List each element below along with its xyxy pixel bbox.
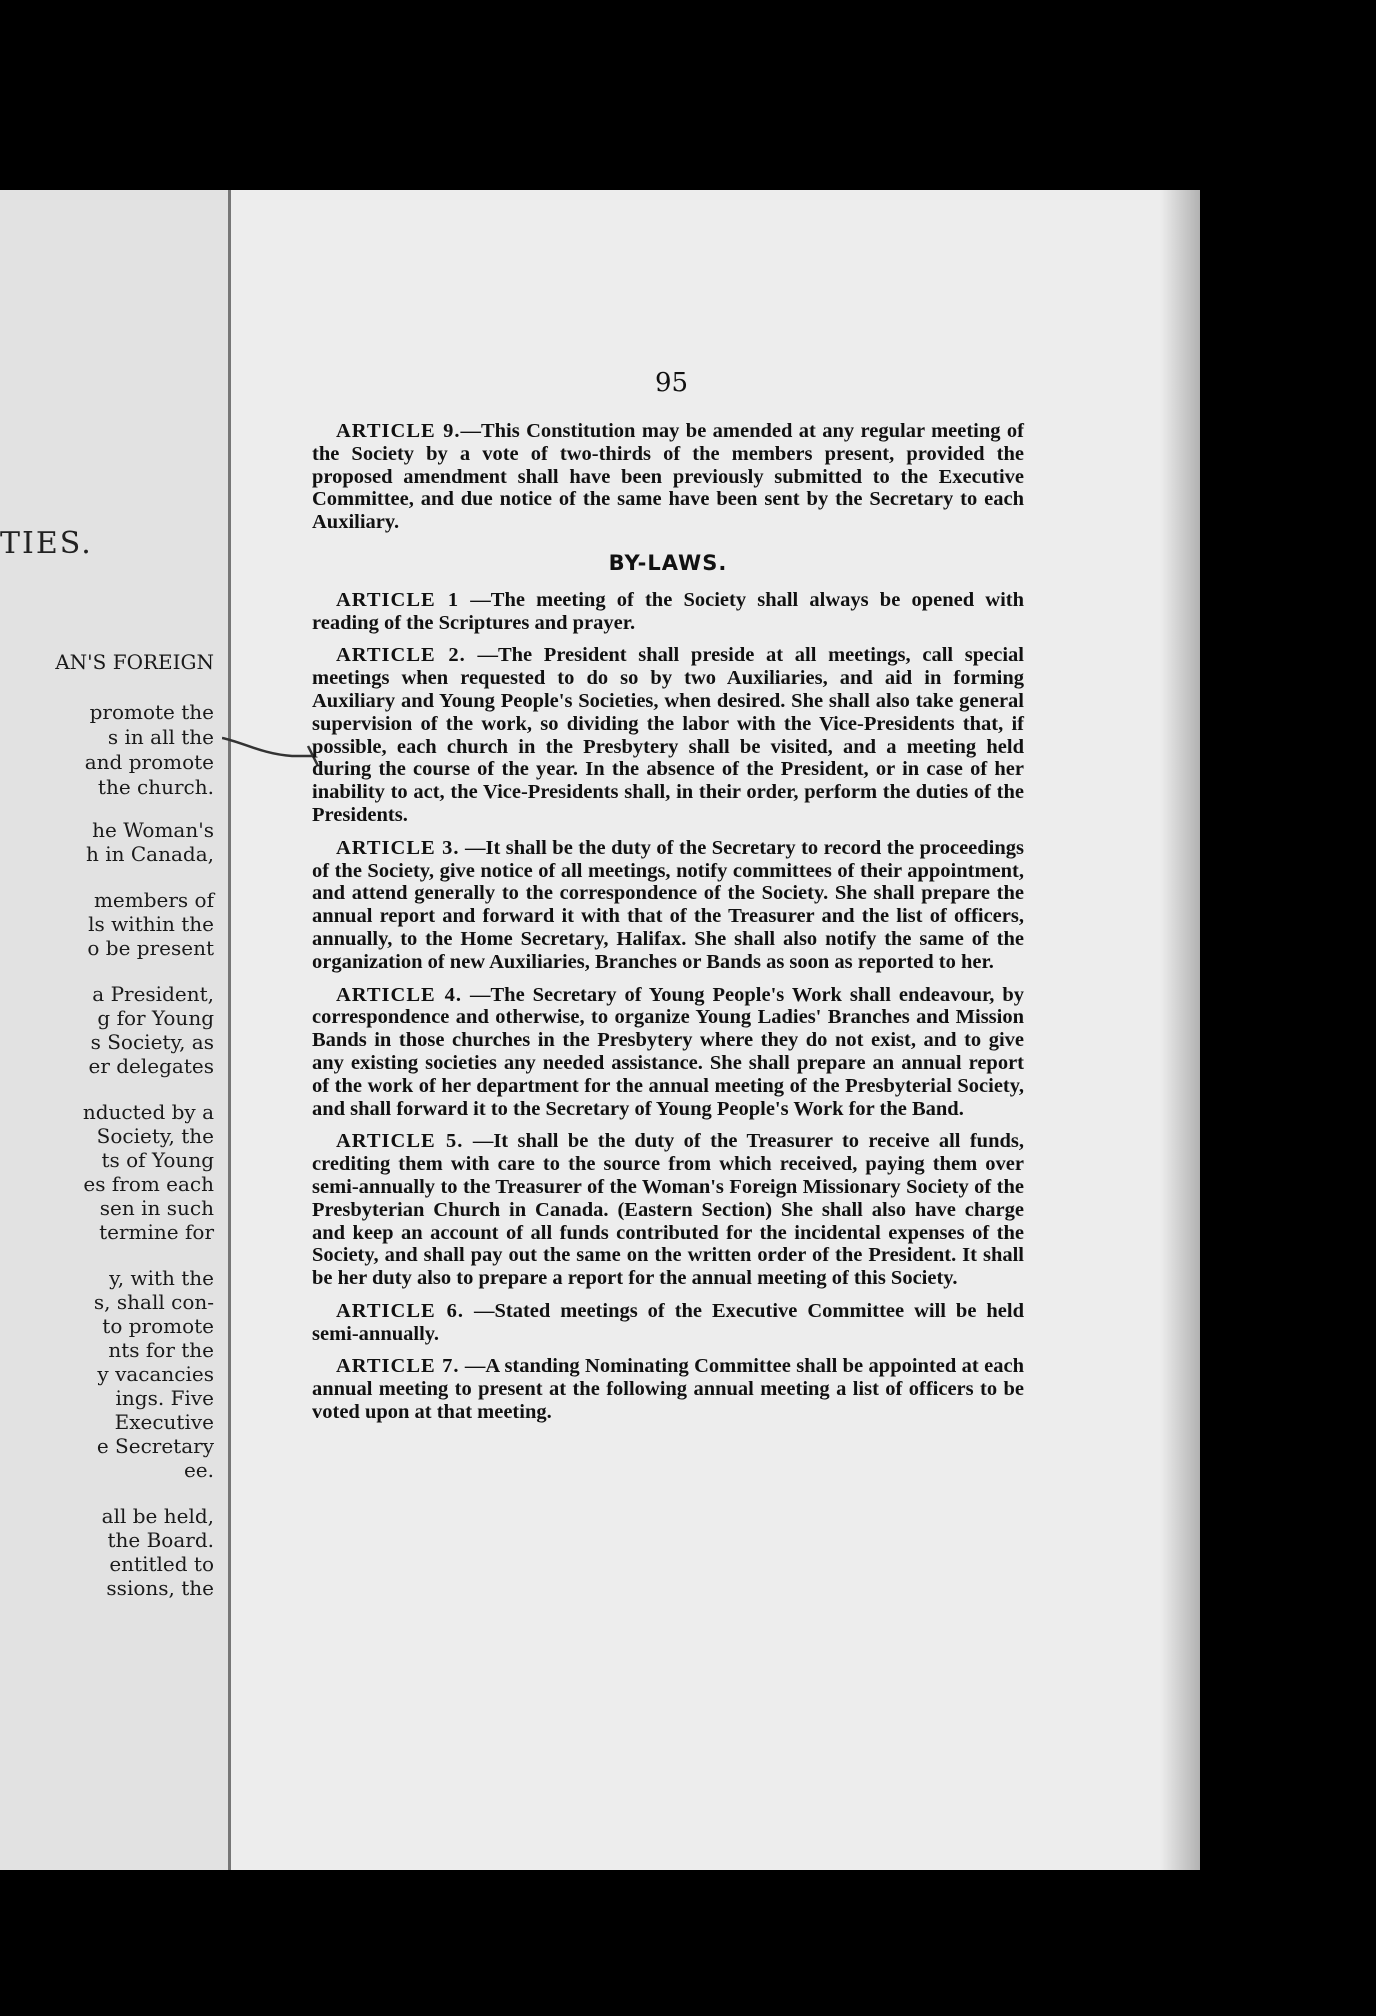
bylaw-article-1 [312, 589, 1024, 635]
bylaw-article-5 [312, 1130, 1024, 1290]
article-text: —The President shall preside at all meetings, call special meetings when requested to do so by two Auxiliaries, and aid in forming Auxiliary and Young People's Societies, when desired. She shall also take general supervision of the work, so dividing the labor with the Vice-Presidents that, if possible, each church in the Presbytery shall be visited, and a meeting held during the course of the year. In the absence of the President, or in case of her inability to act, the Vice-Presidents shall, in their order, perform the duties of the Presidents. [312, 644, 1024, 826]
left-page-line: the church. [97, 775, 214, 799]
left-page-line: ings. Five [115, 1386, 214, 1410]
scanned-page-spread [0, 190, 1200, 1870]
article-label: ARTICLE 7. [336, 1355, 460, 1378]
left-page-line: sen in such [99, 1196, 214, 1220]
article-text: —A standing Nominating Committee shall be appointed at each annual meeting to present at the following annual meeting a list of officers to be voted upon at that meeting. [312, 1355, 1024, 1424]
left-page-line: ls within the [88, 912, 214, 936]
left-page-line: s Society, as [90, 1030, 214, 1054]
left-page-line: ssions, the [106, 1576, 214, 1600]
bylaw-article-4 [312, 984, 1024, 1121]
left-page-line: entitled to [109, 1552, 214, 1576]
bylaw-article-6 [312, 1300, 1024, 1346]
left-page-line: o be present [87, 936, 214, 960]
page-edge-shadow [1160, 190, 1200, 1870]
left-page-line: members of [93, 888, 214, 912]
bylaw-article-3 [312, 837, 1024, 974]
article-text: —The meeting of the Society shall always be opened with reading of the Scriptures and prayer. [312, 588, 1024, 634]
left-page-line: a President, [92, 982, 214, 1006]
bylaw-article-7 [312, 1355, 1024, 1423]
left-page-line: h in Canada, [86, 842, 214, 866]
left-page-line: Society, the [96, 1124, 214, 1148]
bylaw-article-2 [312, 644, 1024, 826]
handwritten-bracket-mark [222, 732, 322, 772]
left-page-line: y, with the [109, 1266, 214, 1290]
article-label: ARTICLE 1 [336, 588, 460, 611]
left-page-line: nts for the [108, 1338, 214, 1362]
page-number: 95 [655, 368, 689, 398]
scan-bottom-border [0, 1870, 1376, 2016]
previous-page-fragment [0, 190, 231, 1870]
left-page-line: es from each [83, 1172, 214, 1196]
left-page-line: Executive [114, 1410, 214, 1434]
left-page-line: e Secretary [96, 1434, 214, 1458]
left-page-line: nducted by a [82, 1100, 214, 1124]
left-page-line: and promote [84, 750, 214, 774]
left-page-line: promote the [89, 700, 214, 724]
left-page-line: termine for [99, 1220, 214, 1244]
article-text: —It shall be the duty of the Secretary to record the proceedings of the Society, give notice of all meetings, notify committees of their appointment, and attend generally to the correspondence of the Society. She shall prepare the annual report and forward it with that of the Treasurer and the list of officers, annually, to the Home Secretary, Halifax. She shall also notify the same of the organization of new Auxiliaries, Branches or Bands as soon as reported to her. [312, 836, 1024, 973]
article-text: —This Constitution may be amended at any regular meeting of the Society by a vote of two-thirds of the members present, provided the proposed amendment shall have been previously submitted to the Executive Committee, and due notice of the same have been sent by the Secretary to each Auxiliary. [312, 420, 1024, 534]
article-label: ARTICLE 3. [336, 836, 460, 859]
left-page-line: ts of Young [101, 1148, 214, 1172]
article-9 [312, 420, 1024, 534]
article-label: ARTICLE 2. [336, 644, 466, 667]
left-page-line: all be held, [101, 1504, 214, 1528]
left-page-line: the Board. [107, 1528, 214, 1552]
left-page-line: he Woman's [92, 818, 214, 842]
article-text: —It shall be the duty of the Treasurer to receive all funds, crediting them with care to the source from which received, paying them over semi-annually to the Treasurer of the Woman's Foreign Missionary Society of the Presbyterian Church in Canada. (Eastern Section) She shall also have charge and keep an account of all funds contributed for the incidental expenses of the Society, and shall pay out the same on the written order of the President. It shall be her duty also to prepare a report for the annual meeting of this Society. [312, 1130, 1024, 1290]
bylaws-heading: BY-LAWS. [608, 550, 728, 575]
left-page-line: y vacancies [97, 1362, 214, 1386]
left-page-line: er delegates [88, 1054, 214, 1078]
page-body [312, 420, 1024, 1434]
left-page-heading: TIES. [0, 526, 93, 561]
article-label: ARTICLE 6. [336, 1299, 465, 1322]
article-label: ARTICLE 9. [336, 420, 461, 442]
left-page-line: to promote [102, 1314, 214, 1338]
left-page-line: s in all the [107, 725, 214, 749]
left-page-line: g for Young [97, 1006, 214, 1030]
left-page-line: AN'S FOREIGN [55, 650, 214, 674]
left-page-line: ee. [183, 1458, 214, 1482]
article-label: ARTICLE 4. [336, 983, 463, 1006]
article-label: ARTICLE 5. [336, 1130, 464, 1153]
article-text: —The Secretary of Young People's Work shall endeavour, by correspondence and otherwise, to organize Young Ladies' Branches and Mission Bands in those churches in the Presbytery where they do not exist, and to give any existing societies any needed assistance. She shall prepare an annual report of the work of her department for the annual meeting of the Presbyterial Society, and shall forward it to the Secretary of Young People's Work for the Band. [312, 983, 1024, 1120]
article-text: —Stated meetings of the Executive Committee will be held semi-annually. [312, 1299, 1024, 1345]
left-page-line: s, shall con- [93, 1290, 214, 1314]
